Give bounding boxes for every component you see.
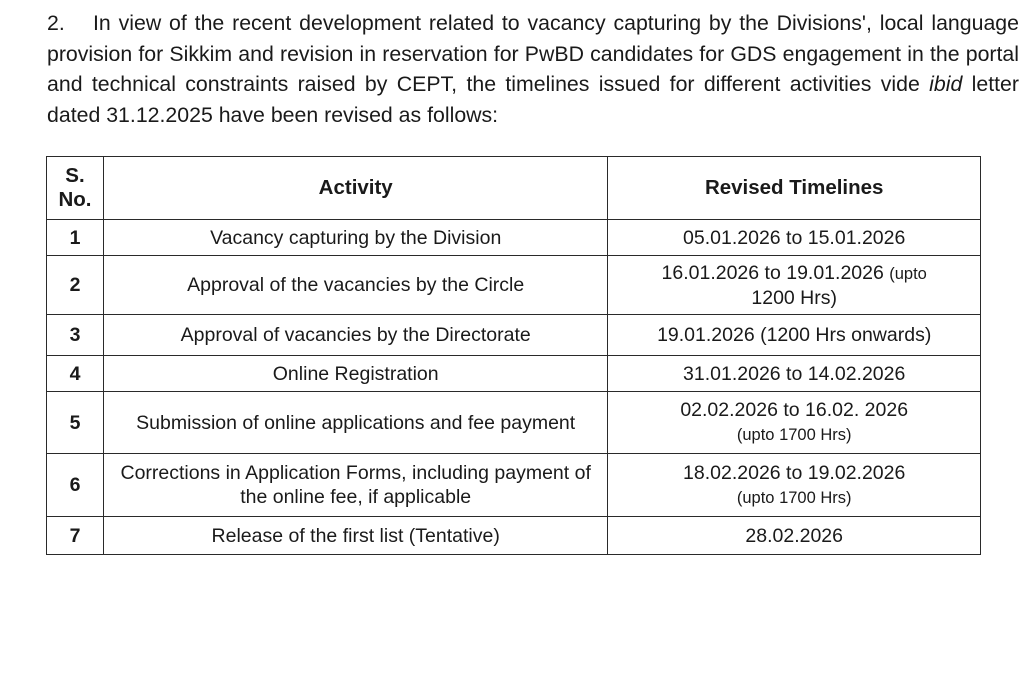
table-row <box>47 517 981 555</box>
table-row <box>47 315 981 356</box>
row-activity: Approval of vacancies by the Directorate <box>103 315 607 356</box>
row-activity: Approval of the vacancies by the Circle <box>103 256 607 315</box>
row-timeline: 31.01.2026 to 14.02.2026 <box>608 356 981 392</box>
timeline-table <box>46 156 981 555</box>
table-header-row <box>47 157 981 220</box>
row-activity: Vacancy capturing by the Division <box>103 220 607 256</box>
row-timeline: 05.01.2026 to 15.01.2026 <box>608 220 981 256</box>
row-sno: 1 <box>47 220 104 256</box>
header-timeline: Revised Timelines <box>608 157 981 220</box>
table-row <box>47 454 981 517</box>
row-timeline: 19.01.2026 (1200 Hrs onwards) <box>608 315 981 356</box>
table-row <box>47 392 981 454</box>
paragraph-text-end: letter dated 31.12.2025 have been revised as follows: <box>47 72 1019 127</box>
paragraph-italic: ibid <box>929 72 963 96</box>
paragraph-number: 2. <box>47 11 65 35</box>
header-activity: Activity <box>103 157 607 220</box>
table-row <box>47 220 981 256</box>
row-timeline: 02.02.2026 to 16.02. 2026 (upto 1700 Hrs) <box>608 392 981 454</box>
row-sno: 6 <box>47 454 104 517</box>
intro-paragraph <box>47 8 1019 130</box>
row-timeline: 16.01.2026 to 19.01.2026 (upto 1200 Hrs) <box>608 256 981 315</box>
table-row <box>47 356 981 392</box>
row-activity: Corrections in Application Forms, including payment of the online fee, if applicable <box>103 454 607 517</box>
row-sno: 4 <box>47 356 104 392</box>
row-activity: Online Registration <box>103 356 607 392</box>
paragraph-text: In view of the recent development related to vacancy capturing by the Divisions', local language provision for Sikkim and revision in reservation for PwBD candidates for GDS engagement in the portal and technical constraints raised by CEPT, the timelines issued for different activities vide <box>47 11 1019 96</box>
row-sno: 2 <box>47 256 104 315</box>
table-row <box>47 256 981 315</box>
row-activity: Release of the first list (Tentative) <box>103 517 607 555</box>
row-sno: 7 <box>47 517 104 555</box>
row-timeline: 18.02.2026 to 19.02.2026 (upto 1700 Hrs) <box>608 454 981 517</box>
row-activity: Submission of online applications and fee payment <box>103 392 607 454</box>
header-sno: S. No. <box>47 157 104 220</box>
row-sno: 3 <box>47 315 104 356</box>
row-sno: 5 <box>47 392 104 454</box>
row-timeline: 28.02.2026 <box>608 517 981 555</box>
